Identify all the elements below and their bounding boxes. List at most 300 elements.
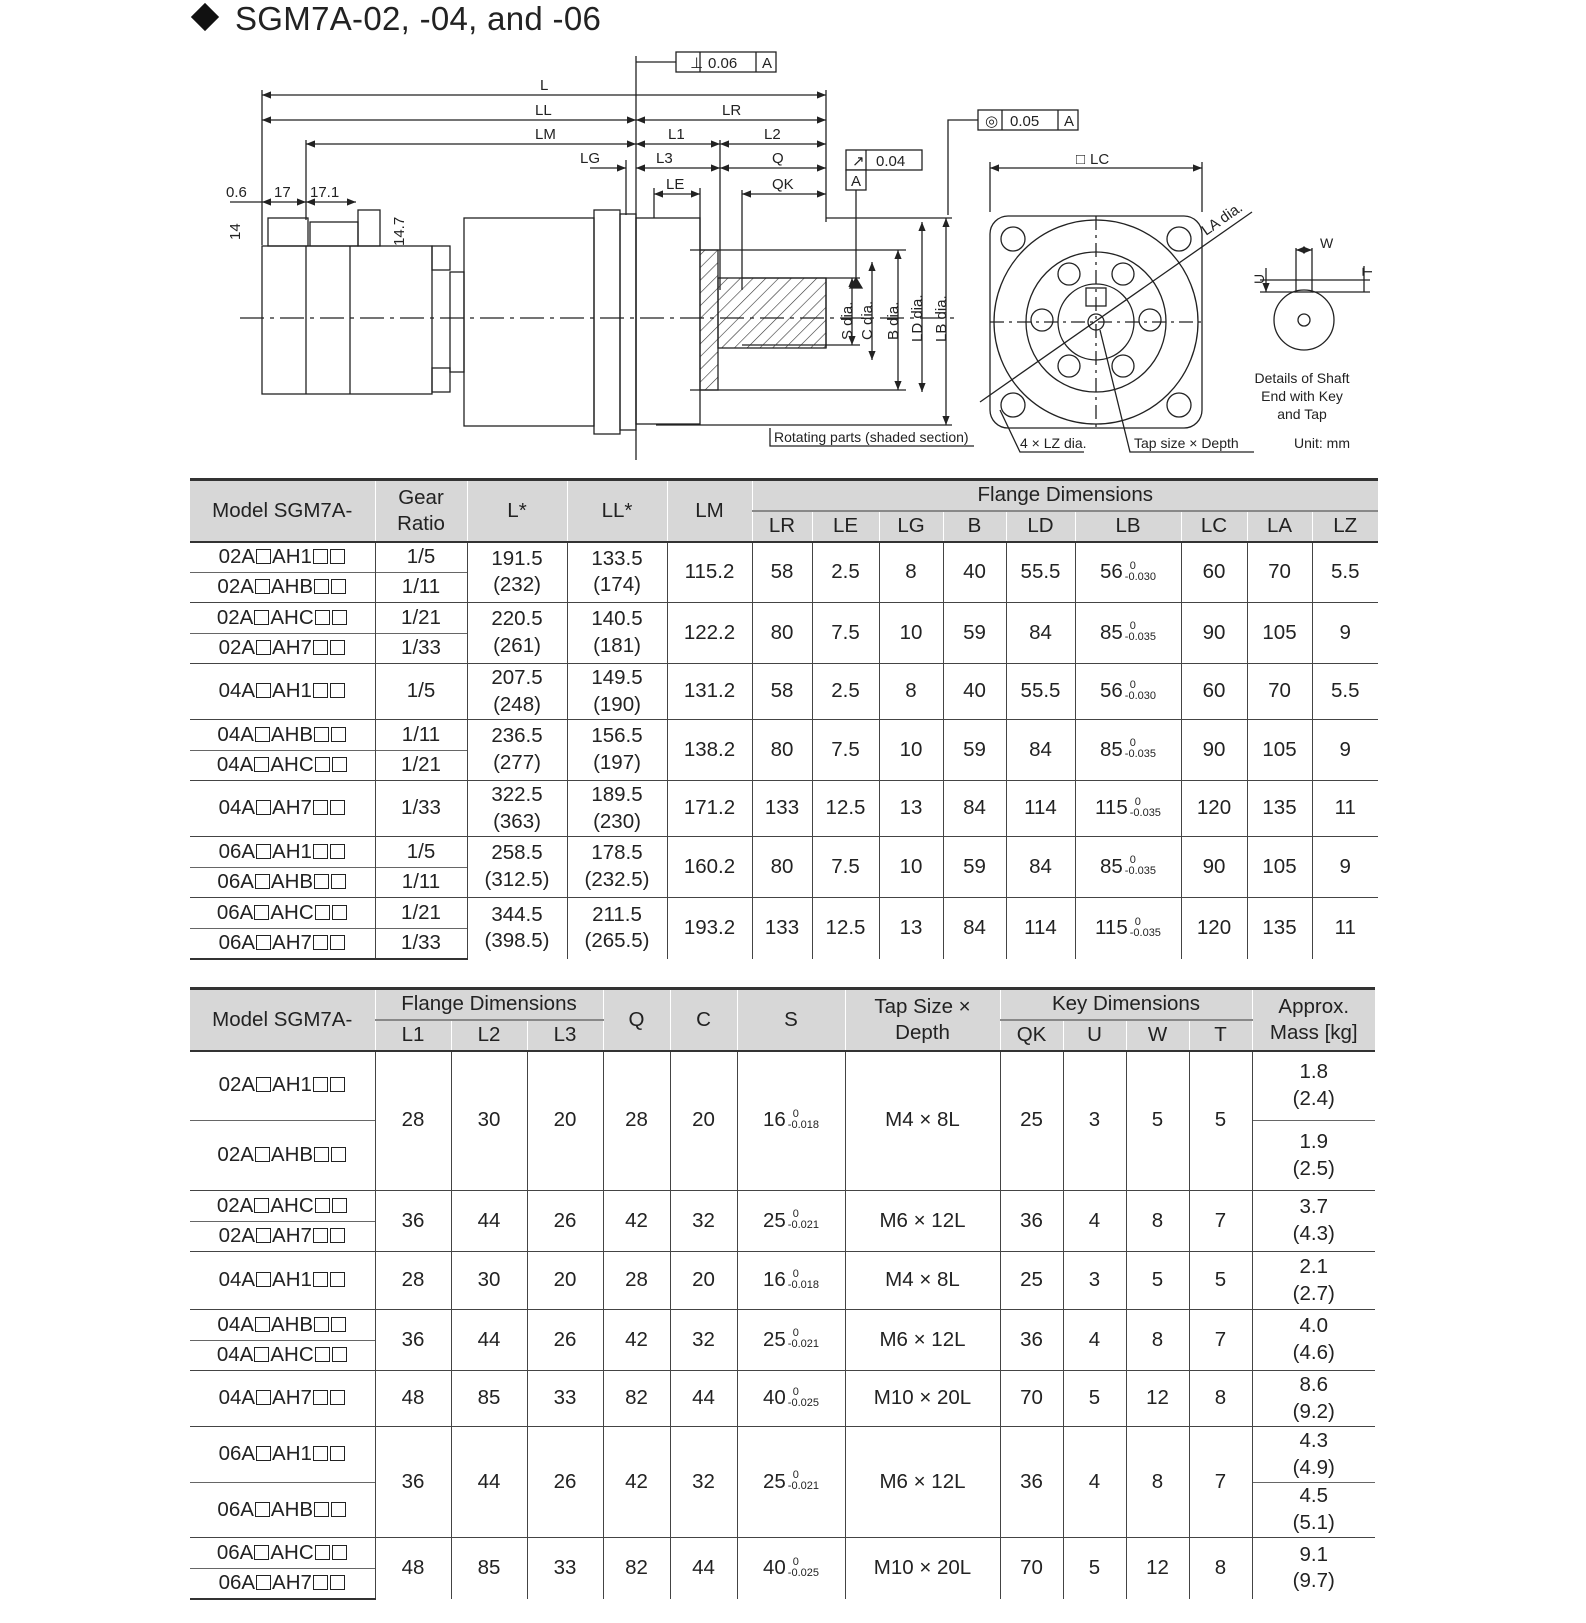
placeholder-box-icon <box>256 1446 271 1461</box>
LZ-cell: 9 <box>1312 837 1378 898</box>
L3-cell: 26 <box>527 1191 603 1252</box>
dim-LD-dia: LD dia. <box>909 294 926 342</box>
T-cell: 8 <box>1189 1371 1252 1427</box>
LA-cell: 105 <box>1247 837 1312 898</box>
placeholder-box-icon <box>254 905 269 920</box>
L-value-bracket: (312.5) <box>484 868 550 891</box>
Q-cell: 82 <box>603 1371 670 1427</box>
LZ-cell: 5.5 <box>1312 664 1378 720</box>
placeholder-box-icon <box>332 1198 347 1213</box>
S-value: 40 <box>762 1386 786 1410</box>
LR-cell: 133 <box>752 781 812 837</box>
L-cell <box>467 837 567 898</box>
S-cell <box>737 1371 845 1427</box>
placeholder-box-icon <box>330 1446 345 1461</box>
S-tolerance <box>788 1387 819 1409</box>
tap-cell: M6 × 12L <box>845 1191 1000 1252</box>
LA-cell: 105 <box>1247 603 1312 664</box>
QK-cell: 25 <box>1000 1252 1063 1310</box>
model-prefix: 02A <box>218 544 256 568</box>
C-cell: 44 <box>670 1371 737 1427</box>
dim-LB-dia: LB dia. <box>933 295 950 342</box>
dim-L: L <box>540 77 549 94</box>
unit-label: Unit: mm <box>1294 435 1350 451</box>
placeholder-box-icon <box>332 1545 347 1560</box>
dim-LC: LC <box>1090 151 1110 168</box>
model-cell <box>190 573 375 603</box>
LD-cell: 84 <box>1006 720 1075 781</box>
lz-label: 4 × LZ dia. <box>1020 435 1087 451</box>
L-cell <box>467 781 567 837</box>
placeholder-box-icon <box>332 610 347 625</box>
model-middle: AH1 <box>272 1268 312 1292</box>
LL-cell <box>567 542 667 603</box>
model-middle: AH7 <box>272 1386 312 1410</box>
header-S: S <box>737 989 845 1051</box>
C-cell: 32 <box>670 1427 737 1538</box>
dim-LM: LM <box>535 126 556 143</box>
LM-cell: 138.2 <box>667 720 752 781</box>
header-LA: LA <box>1247 511 1312 542</box>
L-cell <box>467 542 567 603</box>
S-value: 40 <box>762 1555 786 1579</box>
model-cell <box>190 1371 375 1427</box>
table-row <box>190 1371 1375 1427</box>
LB-tol-upper: 0 <box>1129 678 1136 691</box>
S-tol-upper: 0 <box>792 1327 799 1340</box>
gear-ratio-cell: 1/33 <box>375 781 467 837</box>
placeholder-box-icon <box>331 727 346 742</box>
dim-17.1: 17.1 <box>310 184 340 201</box>
LD-cell: 55.5 <box>1006 664 1075 720</box>
placeholder-box-icon <box>254 1347 269 1362</box>
placeholder-box-icon <box>256 1077 271 1092</box>
placeholder-box-icon <box>332 1347 347 1362</box>
model-middle: AHC <box>270 1343 314 1367</box>
LL-value: 178.5 <box>591 841 643 865</box>
placeholder-box-icon <box>255 1317 270 1332</box>
LG-cell: 8 <box>879 542 943 603</box>
header-model: Model SGM7A- <box>190 989 375 1051</box>
L3-cell: 33 <box>527 1371 603 1427</box>
mass-value-bracket: (9.7) <box>1292 1569 1335 1593</box>
model-middle: AHB <box>270 870 314 894</box>
placeholder-box-icon <box>330 1272 345 1287</box>
mass-cell <box>1252 1310 1375 1371</box>
tol-runout-datum: A <box>851 173 862 190</box>
QK-cell: 36 <box>1000 1310 1063 1371</box>
mass-cell <box>1252 1252 1375 1310</box>
table-row <box>190 1051 1375 1121</box>
L1-cell: 28 <box>375 1252 451 1310</box>
tol-conc-value: 0.05 <box>1010 113 1040 130</box>
mass-cell <box>1252 1121 1375 1191</box>
table-row <box>190 603 1378 634</box>
dim-LL: LL <box>535 102 552 119</box>
placeholder-box-icon <box>256 844 271 859</box>
LB-cell <box>1075 781 1181 837</box>
QK-cell: 25 <box>1000 1051 1063 1191</box>
LG-cell: 13 <box>879 898 943 959</box>
header-LB: LB <box>1075 511 1181 542</box>
LB-value: 56 <box>1099 679 1123 703</box>
Q-cell: 28 <box>603 1252 670 1310</box>
Q-cell: 28 <box>603 1051 670 1191</box>
placeholder-box-icon <box>254 610 269 625</box>
mass-cell <box>1252 1483 1375 1538</box>
U-cell: 3 <box>1063 1051 1126 1191</box>
W-cell: 5 <box>1126 1252 1189 1310</box>
S-tolerance <box>788 1557 819 1579</box>
LZ-cell: 9 <box>1312 720 1378 781</box>
mass-cell <box>1252 1051 1375 1121</box>
L-value: 207.5 <box>491 665 543 689</box>
B-cell: 59 <box>943 837 1006 898</box>
LB-value: 56 <box>1099 559 1123 583</box>
LB-tol-lower: -0.035 <box>1124 865 1156 878</box>
Q-cell: 42 <box>603 1310 670 1371</box>
table-row <box>190 1191 1375 1222</box>
L1-cell: 36 <box>375 1191 451 1252</box>
QK-cell: 36 <box>1000 1427 1063 1538</box>
model-prefix: 06A <box>218 839 256 863</box>
header-U: U <box>1063 1020 1126 1051</box>
gear-ratio-cell: 1/11 <box>375 720 467 751</box>
dim-14.7: 14.7 <box>391 216 408 246</box>
W-cell: 8 <box>1126 1427 1189 1538</box>
W-cell: 8 <box>1126 1191 1189 1252</box>
placeholder-box-icon <box>313 1575 328 1590</box>
LE-cell: 2.5 <box>812 542 879 603</box>
LR-cell: 58 <box>752 664 812 720</box>
placeholder-box-icon <box>315 757 330 772</box>
tol-perp-symbol: ⊥ <box>690 55 704 72</box>
gear-ratio-cell: 1/5 <box>375 542 467 573</box>
model-middle: AHC <box>270 1193 314 1217</box>
dim-U: U <box>1251 273 1267 284</box>
T-cell: 5 <box>1189 1051 1252 1191</box>
QK-cell: 70 <box>1000 1371 1063 1427</box>
header-model: Model SGM7A- <box>190 480 375 542</box>
placeholder-box-icon <box>313 1228 328 1243</box>
LL-cell <box>567 781 667 837</box>
dim-L2: L2 <box>764 126 781 143</box>
LB-cell <box>1075 720 1181 781</box>
L-value: 322.5 <box>491 782 543 806</box>
table-row <box>190 720 1378 751</box>
placeholder-box-icon <box>315 610 330 625</box>
shaft-detail-line3: and Tap <box>1277 406 1327 422</box>
LE-cell: 12.5 <box>812 898 879 959</box>
LG-cell: 10 <box>879 837 943 898</box>
C-cell: 20 <box>670 1051 737 1191</box>
LZ-cell: 11 <box>1312 781 1378 837</box>
dim-14: 14 <box>227 223 244 240</box>
mass-value: 9.1 <box>1299 1542 1328 1566</box>
placeholder-box-icon <box>256 1390 271 1405</box>
LG-cell: 8 <box>879 664 943 720</box>
S-tol-upper: 0 <box>792 1555 799 1568</box>
dim-LG: LG <box>580 150 601 167</box>
LD-cell: 84 <box>1006 603 1075 664</box>
LL-value: 211.5 <box>592 902 642 926</box>
model-prefix: 02A <box>217 575 254 599</box>
header-LZ: LZ <box>1312 511 1378 542</box>
mass-value-bracket: (4.9) <box>1292 1455 1335 1479</box>
gear-ratio-cell: 1/21 <box>375 898 467 929</box>
table-row <box>190 781 1378 837</box>
LB-value: 85 <box>1099 854 1123 878</box>
dim-LA-dia: LA dia. <box>1198 199 1246 240</box>
placeholder-box-icon <box>313 1390 328 1405</box>
tap-cell: M4 × 8L <box>845 1252 1000 1310</box>
header-B: B <box>943 511 1006 542</box>
LB-tol-lower: -0.035 <box>1129 806 1161 819</box>
L3-cell: 20 <box>527 1051 603 1191</box>
model-middle: AH7 <box>272 1570 312 1594</box>
model-prefix: 06A <box>218 1442 256 1466</box>
LB-tolerance <box>1125 855 1156 877</box>
L-value-bracket: (248) <box>493 692 541 716</box>
gear-ratio-cell: 1/21 <box>375 603 467 634</box>
tap-cell: M10 × 20L <box>845 1371 1000 1427</box>
model-prefix: 06A <box>216 900 254 924</box>
W-cell: 8 <box>1126 1310 1189 1371</box>
S-cell <box>737 1427 845 1538</box>
placeholder-box-icon <box>255 1502 270 1517</box>
T-cell: 5 <box>1189 1252 1252 1310</box>
model-middle: AH1 <box>272 679 312 703</box>
LL-cell <box>567 603 667 664</box>
LL-cell <box>567 664 667 720</box>
B-cell: 40 <box>943 664 1006 720</box>
model-middle: AHB <box>270 1312 314 1336</box>
model-prefix: 06A <box>218 1570 256 1594</box>
C-cell: 20 <box>670 1252 737 1310</box>
placeholder-box-icon <box>315 905 330 920</box>
LE-cell: 2.5 <box>812 664 879 720</box>
placeholder-box-icon <box>254 1545 269 1560</box>
S-tol-lower: -0.021 <box>787 1338 819 1351</box>
dim-LC-square: □ <box>1076 151 1086 168</box>
C-cell: 32 <box>670 1310 737 1371</box>
S-value: 16 <box>762 1268 786 1292</box>
placeholder-box-icon <box>256 935 271 950</box>
T-cell: 7 <box>1189 1310 1252 1371</box>
tol-runout-value: 0.04 <box>876 153 906 170</box>
placeholder-box-icon <box>332 757 347 772</box>
LM-cell: 115.2 <box>667 542 752 603</box>
placeholder-box-icon <box>313 844 328 859</box>
placeholder-box-icon <box>255 874 270 889</box>
table-row <box>190 837 1378 868</box>
gear-ratio-cell: 1/11 <box>375 573 467 603</box>
model-prefix: 02A <box>218 1073 256 1097</box>
header-LM: LM <box>667 480 752 542</box>
header-Q: Q <box>603 989 670 1051</box>
model-cell <box>190 1252 375 1310</box>
model-middle: AHC <box>270 753 314 777</box>
mass-value: 3.7 <box>1299 1195 1328 1219</box>
S-cell <box>737 1191 845 1252</box>
placeholder-box-icon <box>256 800 271 815</box>
S-cell <box>737 1051 845 1191</box>
LA-cell: 105 <box>1247 720 1312 781</box>
LB-value: 85 <box>1099 620 1123 644</box>
mass-value: 8.6 <box>1299 1372 1328 1396</box>
model-cell <box>190 542 375 573</box>
header-tap-size: Tap Size × Depth <box>845 989 1000 1051</box>
Q-cell: 42 <box>603 1427 670 1538</box>
placeholder-box-icon <box>314 579 329 594</box>
S-tolerance <box>788 1470 819 1492</box>
mass-value-bracket: (4.3) <box>1292 1222 1335 1245</box>
mass-value-bracket: (9.2) <box>1292 1399 1335 1423</box>
placeholder-box-icon <box>331 1502 346 1517</box>
LB-tol-upper: 0 <box>1134 915 1141 928</box>
mass-value: 2.1 <box>1299 1254 1328 1278</box>
mass-cell <box>1252 1538 1375 1599</box>
gear-ratio-cell: 1/11 <box>375 868 467 898</box>
dim-T: T <box>1359 267 1375 276</box>
LB-tolerance <box>1125 561 1156 583</box>
table-row <box>190 542 1378 573</box>
L3-cell: 33 <box>527 1538 603 1599</box>
B-cell: 59 <box>943 720 1006 781</box>
LB-cell <box>1075 898 1181 959</box>
placeholder-box-icon <box>314 874 329 889</box>
L3-cell: 20 <box>527 1252 603 1310</box>
model-prefix: 06A <box>218 930 256 954</box>
QK-cell: 70 <box>1000 1538 1063 1599</box>
B-cell: 40 <box>943 542 1006 603</box>
B-cell: 84 <box>943 781 1006 837</box>
placeholder-box-icon <box>314 1502 329 1517</box>
header-LE: LE <box>812 511 879 542</box>
model-prefix: 04A <box>218 1386 256 1410</box>
tap-cell: M10 × 20L <box>845 1538 1000 1599</box>
table-row <box>190 1252 1375 1310</box>
placeholder-box-icon <box>314 1317 329 1332</box>
header-LC: LC <box>1181 511 1247 542</box>
gear-ratio-cell: 1/5 <box>375 837 467 868</box>
placeholder-box-icon <box>313 683 328 698</box>
placeholder-box-icon <box>331 1317 346 1332</box>
L2-cell: 44 <box>451 1310 527 1371</box>
LE-cell: 7.5 <box>812 603 879 664</box>
mass-value: 1.9 <box>1299 1129 1328 1153</box>
model-cell <box>190 720 375 751</box>
model-middle: AHB <box>270 1497 314 1521</box>
L2-cell: 85 <box>451 1371 527 1427</box>
S-tol-lower: -0.025 <box>787 1396 819 1409</box>
L2-cell: 30 <box>451 1252 527 1310</box>
model-cell <box>190 1569 375 1599</box>
LB-tol-upper: 0 <box>1134 795 1141 808</box>
W-cell: 12 <box>1126 1371 1189 1427</box>
placeholder-box-icon <box>256 1272 271 1287</box>
header-LL: LL* <box>567 480 667 542</box>
dim-C-dia: C dia. <box>859 300 876 340</box>
LB-tol-lower: -0.035 <box>1129 926 1161 939</box>
dim-Q: Q <box>772 150 784 167</box>
LB-tol-lower: -0.035 <box>1124 631 1156 644</box>
placeholder-box-icon <box>256 549 271 564</box>
S-tolerance <box>788 1328 819 1350</box>
table-row <box>190 1427 1375 1483</box>
L-value: 258.5 <box>491 841 543 865</box>
LM-cell: 131.2 <box>667 664 752 720</box>
model-cell <box>190 898 375 929</box>
LA-cell: 135 <box>1247 781 1312 837</box>
mass-cell <box>1252 1191 1375 1252</box>
LB-tol-upper: 0 <box>1129 559 1136 572</box>
model-middle: AHB <box>270 722 314 746</box>
L-value: 344.5 <box>491 902 543 926</box>
model-middle: AH7 <box>272 930 312 954</box>
LL-value: 189.5 <box>591 782 643 806</box>
LB-tolerance <box>1125 680 1156 702</box>
dim-QK: QK <box>772 176 794 193</box>
T-cell: 7 <box>1189 1427 1252 1538</box>
S-tol-lower: -0.021 <box>787 1480 819 1493</box>
dim-L3: L3 <box>656 150 673 167</box>
gear-ratio-cell: 1/33 <box>375 929 467 959</box>
header-flange-dimensions: Flange Dimensions <box>375 989 603 1020</box>
W-cell: 12 <box>1126 1538 1189 1599</box>
L1-cell: 36 <box>375 1427 451 1538</box>
LL-value-bracket: (190) <box>593 692 641 716</box>
S-cell <box>737 1310 845 1371</box>
LB-tol-upper: 0 <box>1129 737 1136 750</box>
placeholder-box-icon <box>313 1446 328 1461</box>
mass-value-bracket: (2.4) <box>1292 1086 1335 1110</box>
model-middle: AHC <box>270 605 314 629</box>
header-W: W <box>1126 1020 1189 1051</box>
placeholder-box-icon <box>313 1077 328 1092</box>
table-row <box>190 898 1378 929</box>
tol-perp-datum: A <box>762 55 773 72</box>
L1-cell: 28 <box>375 1051 451 1191</box>
LR-cell: 80 <box>752 603 812 664</box>
LC-cell: 120 <box>1181 781 1247 837</box>
L1-cell: 36 <box>375 1310 451 1371</box>
placeholder-box-icon <box>255 1147 270 1162</box>
model-middle: AH1 <box>272 544 312 568</box>
LD-cell: 55.5 <box>1006 542 1075 603</box>
dim-LR: LR <box>722 102 742 119</box>
LZ-cell: 9 <box>1312 603 1378 664</box>
LL-value: 133.5 <box>591 546 643 570</box>
placeholder-box-icon <box>330 1575 345 1590</box>
LC-cell: 60 <box>1181 542 1247 603</box>
model-prefix: 02A <box>217 1143 254 1167</box>
LB-tolerance <box>1130 917 1161 939</box>
S-cell <box>737 1538 845 1599</box>
L1-cell: 48 <box>375 1371 451 1427</box>
header-C: C <box>670 989 737 1051</box>
LZ-cell: 5.5 <box>1312 542 1378 603</box>
S-tol-upper: 0 <box>792 1208 799 1221</box>
LM-cell: 122.2 <box>667 603 752 664</box>
model-middle: AHB <box>270 1143 314 1167</box>
S-cell <box>737 1252 845 1310</box>
dim-S-dia: S dia. <box>839 301 856 340</box>
model-cell <box>190 1341 375 1371</box>
LL-cell <box>567 898 667 959</box>
L-value-bracket: (232) <box>493 573 541 597</box>
model-prefix: 04A <box>218 796 256 820</box>
